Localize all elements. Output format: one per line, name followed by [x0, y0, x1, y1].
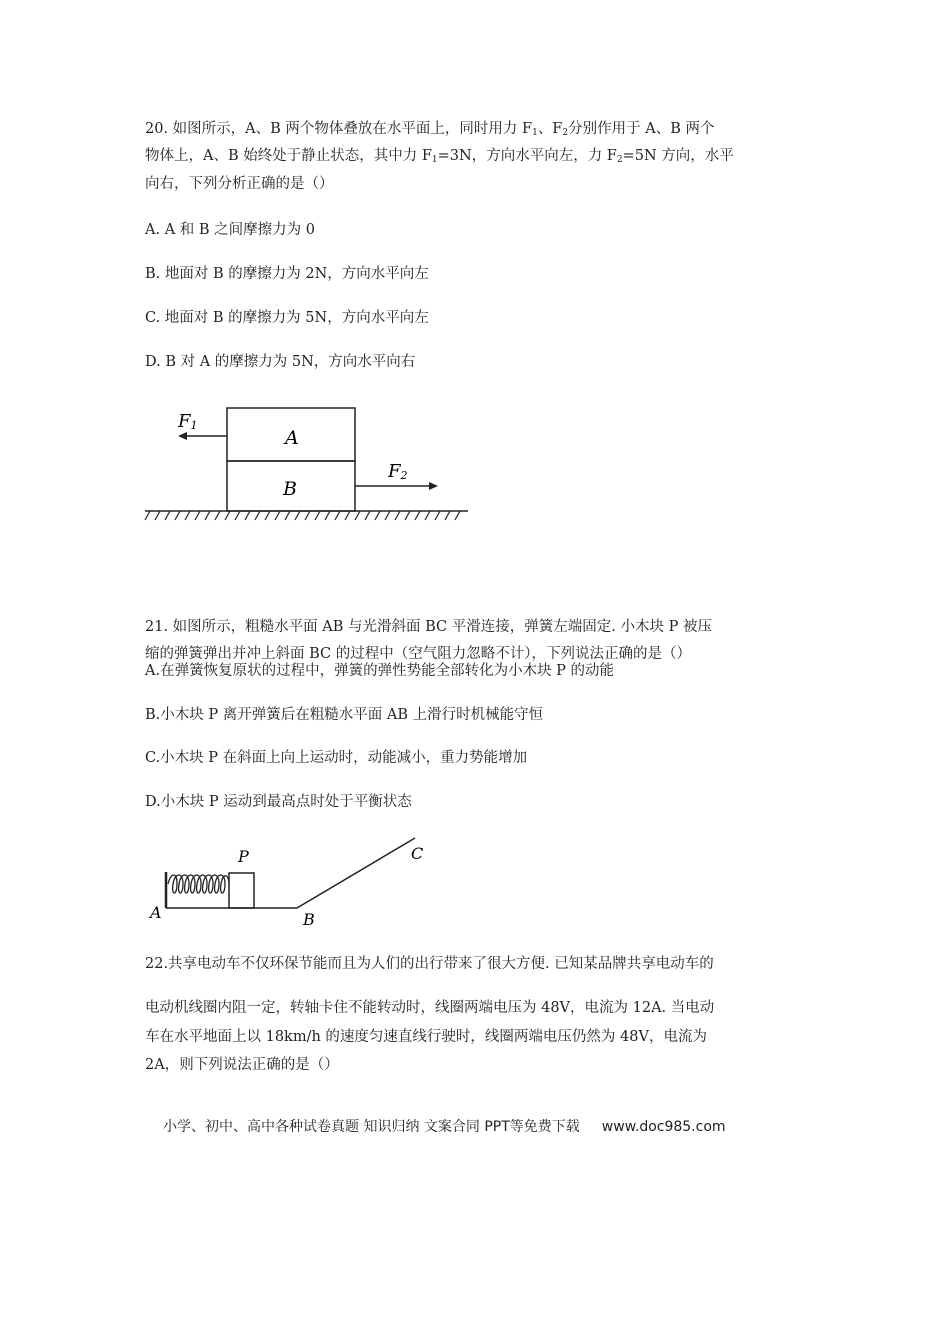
- q21-option-c: C.小木块 P 在斜面上向上运动时，动能减小，重力势能增加: [145, 750, 528, 766]
- q20-option-d: D. B 对 A 的摩擦力为 5N，方向水平向右: [145, 354, 416, 370]
- q20-option-c: C. 地面对 B 的摩擦力为 5N，方向水平向左: [145, 310, 429, 326]
- q22-line-1: 22.共享电动车不仅环保节能而且为人们的出行带来了很大方便. 已知某品牌共享电动车的: [145, 956, 714, 972]
- q20-line-1: 20. 如图所示，A、B 两个物体叠放在水平面上，同时用力 $F_1$、$F_2$分别作用于 A、B 两个: [145, 121, 715, 138]
- label-c: C: [411, 844, 424, 863]
- block-b-label: B: [283, 478, 297, 500]
- q21-figure: [140, 832, 440, 927]
- page-footer: [163, 1116, 726, 1136]
- q21-line-1: 21. 如图所示，粗糙水平面 AB 与光滑斜面 BC 平滑连接，弹簧左端固定. 小木块 P 被压: [145, 619, 712, 635]
- q21-option-b: B.小木块 P 离开弹簧后在粗糙水平面 AB 上滑行时机械能守恒: [145, 707, 544, 723]
- force-f1-arrowhead: [178, 432, 187, 440]
- footer-text: 小学、初中、高中各种试卷真题 知识归纳 文案合同 PPT等免费下载: [163, 1119, 580, 1135]
- label-a: A: [150, 903, 162, 922]
- footer-url: www.doc985.com: [601, 1119, 726, 1135]
- q20-line-3: 向右，下列分析正确的是（）: [145, 176, 334, 192]
- q21-line-2: 缩的弹簧弹出并冲上斜面 BC 的过程中（空气阻力忽略不计），下列说法正确的是（）: [145, 646, 691, 662]
- q20-figure: [140, 396, 480, 526]
- q21-option-d: D.小木块 P 运动到最高点时处于平衡状态: [145, 794, 412, 810]
- q20-option-b: B. 地面对 B 的摩擦力为 2N，方向水平向左: [145, 266, 429, 282]
- q21-option-a: A.在弹簧恢复原状的过程中，弹簧的弹性势能全部转化为小木块 P 的动能: [145, 663, 615, 679]
- force-f2-label: F2: [388, 461, 408, 482]
- block-a-label: A: [285, 427, 299, 449]
- force-f2-arrowhead: [429, 482, 438, 490]
- block-p: [229, 873, 254, 908]
- ground-hatching: [145, 511, 460, 520]
- q22-line-2: 电动机线圈内阻一定，转轴卡住不能转动时，线圈两端电压为 48V，电流为 12A. 当电动: [145, 1000, 715, 1016]
- incline-bc: [297, 838, 415, 908]
- q22-line-4: 2A，则下列说法正确的是（）: [145, 1057, 339, 1073]
- q20-line-2: 物体上，A、B 始终处于静止状态，其中力 $F_1=3N$，方向水平向左，力 $F_2=5N$ 方向，水平: [145, 148, 734, 165]
- spring-coil: [168, 875, 229, 893]
- label-b: B: [303, 910, 315, 927]
- label-p: P: [238, 847, 249, 866]
- force-f1-label: F1: [178, 411, 198, 432]
- q20-option-a: A. A 和 B 之间摩擦力为 0: [145, 222, 315, 238]
- q22-line-3: 车在水平地面上以 18km/h 的速度匀速直线行驶时，线圈两端电压仍然为 48V，电流为: [145, 1029, 707, 1045]
